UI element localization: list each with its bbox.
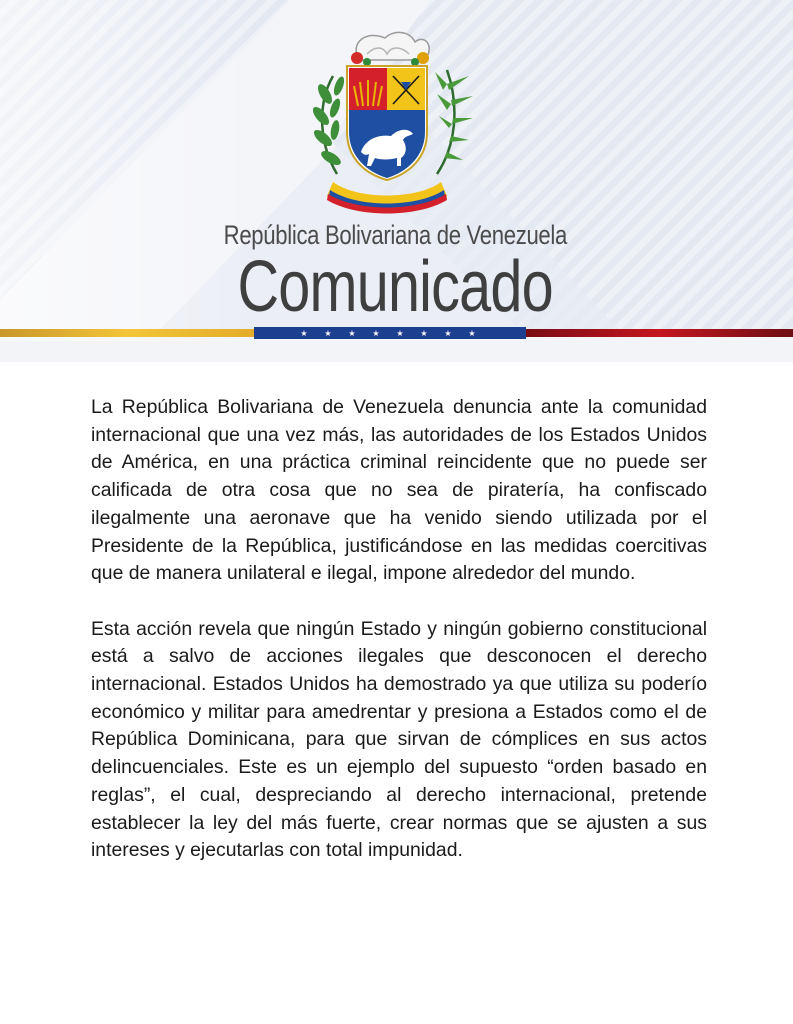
svg-text:★: ★ xyxy=(420,329,428,338)
svg-text:★: ★ xyxy=(300,329,308,338)
communique-body xyxy=(91,394,707,893)
paragraph-1: La República Bolivariana de Venezuela denuncia ante la comunidad internacional que una vez más, las autoridades de los Estados Unidos de América, en una práctica criminal reincidente que no puede ser calificada de otra cosa que no sea de piratería, ha confiscado ilegalmente una aeronave que ha venido siendo utilizada por el Presidente de la República, justificándose en las medidas coercitivas que de manera unilateral e ilegal, impone alrededor del mundo. xyxy=(91,396,707,585)
page-title: Comunicado xyxy=(237,247,553,327)
coat-of-arms-icon xyxy=(297,24,477,220)
svg-text:★: ★ xyxy=(444,329,452,338)
paragraph-2: Esta acción revela que ningún Estado y ningún gobierno constitucional está a salvo de acciones ilegales que desconocen el derecho internacional. Estados Unidos ha demostrado ya que utiliza su poderío económico y militar para amedrentar y presiona a Estados como el de República Dominicana, para que sirvan de cómplices en sus actos delincuenciales. Este es un ejemplo del supuesto “orden basado en reglas”, el cual, despreciando al derecho internacional, pretende establecer la ley del más fuerte, crear normas que se ajusten a sus intereses y ejecutarlas con total impunidad. xyxy=(91,617,707,862)
svg-text:★: ★ xyxy=(348,329,356,338)
letterhead xyxy=(0,0,793,362)
country-name: República Bolivariana de Venezuela xyxy=(223,220,568,250)
svg-text:★: ★ xyxy=(396,329,404,338)
svg-text:★: ★ xyxy=(468,329,476,338)
flag-stripe xyxy=(0,327,793,339)
svg-text:★: ★ xyxy=(372,329,380,338)
svg-text:★: ★ xyxy=(324,329,332,338)
